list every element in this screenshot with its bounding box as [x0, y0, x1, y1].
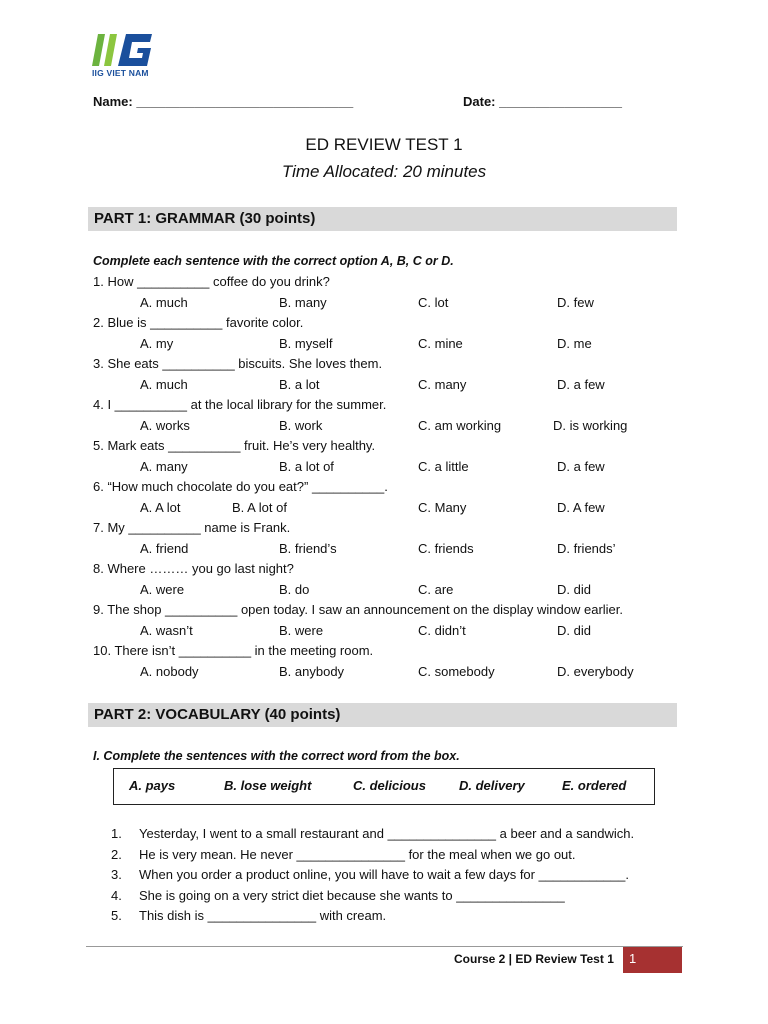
vocab-number-5: 5. [111, 908, 122, 923]
q2-option-a: A. my [140, 336, 174, 351]
q6-option-d: D. A few [557, 500, 605, 515]
vocab-number-2: 2. [111, 847, 122, 862]
question-6: 6. “How much chocolate do you eat?” __________. [93, 479, 388, 494]
q4-option-b: B. work [279, 418, 323, 433]
vocab-number-1: 1. [111, 826, 122, 841]
page-title: ED REVIEW TEST 1 [305, 135, 463, 154]
q5-option-b: B. a lot of [279, 459, 334, 474]
vocab-sentence-5: This dish is _______________ with cream. [139, 908, 387, 923]
word-box-item: C. delicious [353, 778, 426, 793]
q2-option-c: C. mine [418, 336, 463, 351]
q1-option-b: B. many [279, 295, 327, 310]
q1-option-d: D. few [557, 295, 594, 310]
word-box-item: A. pays [129, 778, 176, 793]
q10-option-a: A. nobody [140, 664, 199, 679]
name-field: Name: ______________________________ [93, 94, 354, 109]
q3-option-c: C. many [418, 377, 467, 392]
question-7: 7. My __________ name is Frank. [93, 520, 291, 535]
question-1: 1. How __________ coffee do you drink? [93, 274, 330, 289]
footer-text: Course 2 | ED Review Test 1 [454, 952, 614, 966]
q9-option-b: B. were [279, 623, 324, 638]
q7-option-b: B. friend’s [279, 541, 337, 556]
iig-logo [92, 34, 162, 78]
word-box-item: B. lose weight [224, 778, 312, 793]
q4-option-a: A. works [140, 418, 190, 433]
q1-option-c: C. lot [418, 295, 449, 310]
q5-option-d: D. a few [557, 459, 605, 474]
q7-option-a: A. friend [140, 541, 189, 556]
q4-option-c: C. am working [418, 418, 502, 433]
word-box-item: E. ordered [562, 778, 627, 793]
vocab-sentence-3: When you order a product online, you will have to wait a few days for ____________. [139, 867, 629, 882]
q1-option-a: A. much [140, 295, 188, 310]
part2-instruction: I. Complete the sentences with the correct word from the box. [93, 749, 460, 763]
q3-option-d: D. a few [557, 377, 605, 392]
q2-option-b: B. myself [279, 336, 333, 351]
logo-text: IIG VIET NAM [92, 68, 149, 78]
word-box [113, 768, 655, 805]
q10-option-d: D. everybody [557, 664, 634, 679]
q6-option-c: C. Many [418, 500, 467, 515]
q8-option-d: D. did [557, 582, 591, 597]
question-5: 5. Mark eats __________ fruit. He’s very healthy. [93, 438, 376, 453]
date-field: Date: _________________ [463, 94, 623, 109]
question-3: 3. She eats __________ biscuits. She loves them. [93, 356, 383, 371]
q8-option-b: B. do [279, 582, 310, 597]
q7-option-d: D. friends’ [557, 541, 616, 556]
q8-option-c: C. are [418, 582, 454, 597]
question-8: 8. Where ……… you go last night? [93, 561, 294, 576]
part1-instruction: Complete each sentence with the correct option A, B, C or D. [93, 254, 454, 268]
iig-logo-icon [92, 34, 158, 66]
part1-heading: PART 1: GRAMMAR (30 points) [88, 207, 677, 231]
q9-option-a: A. wasn’t [140, 623, 193, 638]
part2-heading: PART 2: VOCABULARY (40 points) [88, 703, 677, 727]
q5-option-c: C. a little [418, 459, 469, 474]
q2-option-d: D. me [557, 336, 592, 351]
q6-option-a: A. A lot [140, 500, 181, 515]
question-9: 9. The shop __________ open today. I saw an announcement on the display window earlier. [93, 602, 624, 617]
page-subtitle: Time Allocated: 20 minutes [281, 162, 487, 181]
q10-option-b: B. anybody [279, 664, 345, 679]
q7-option-c: C. friends [418, 541, 474, 556]
question-4: 4. I __________ at the local library for the summer. [93, 397, 387, 412]
q3-option-b: B. a lot [279, 377, 320, 392]
q4-option-d: D. is working [553, 418, 628, 433]
q10-option-c: C. somebody [418, 664, 495, 679]
q9-option-d: D. did [557, 623, 591, 638]
q9-option-c: C. didn’t [418, 623, 466, 638]
question-10: 10. There isn’t __________ in the meeting room. [93, 643, 374, 658]
footer-divider [86, 946, 683, 947]
vocab-sentence-1: Yesterday, I went to a small restaurant and _______________ a beer and a sandwich. [139, 826, 635, 841]
word-box-item: D. delivery [459, 778, 525, 793]
vocab-number-4: 4. [111, 888, 122, 903]
vocab-sentence-4: She is going on a very strict diet because she wants to _______________ [139, 888, 565, 903]
q6-option-b: B. A lot of [232, 500, 287, 515]
question-2: 2. Blue is __________ favorite color. [93, 315, 304, 330]
vocab-number-3: 3. [111, 867, 122, 882]
q8-option-a: A. were [140, 582, 185, 597]
page-number: 1 [623, 947, 682, 973]
q5-option-a: A. many [140, 459, 188, 474]
vocab-sentence-2: He is very mean. He never _______________ for the meal when we go out. [139, 847, 576, 862]
q3-option-a: A. much [140, 377, 188, 392]
